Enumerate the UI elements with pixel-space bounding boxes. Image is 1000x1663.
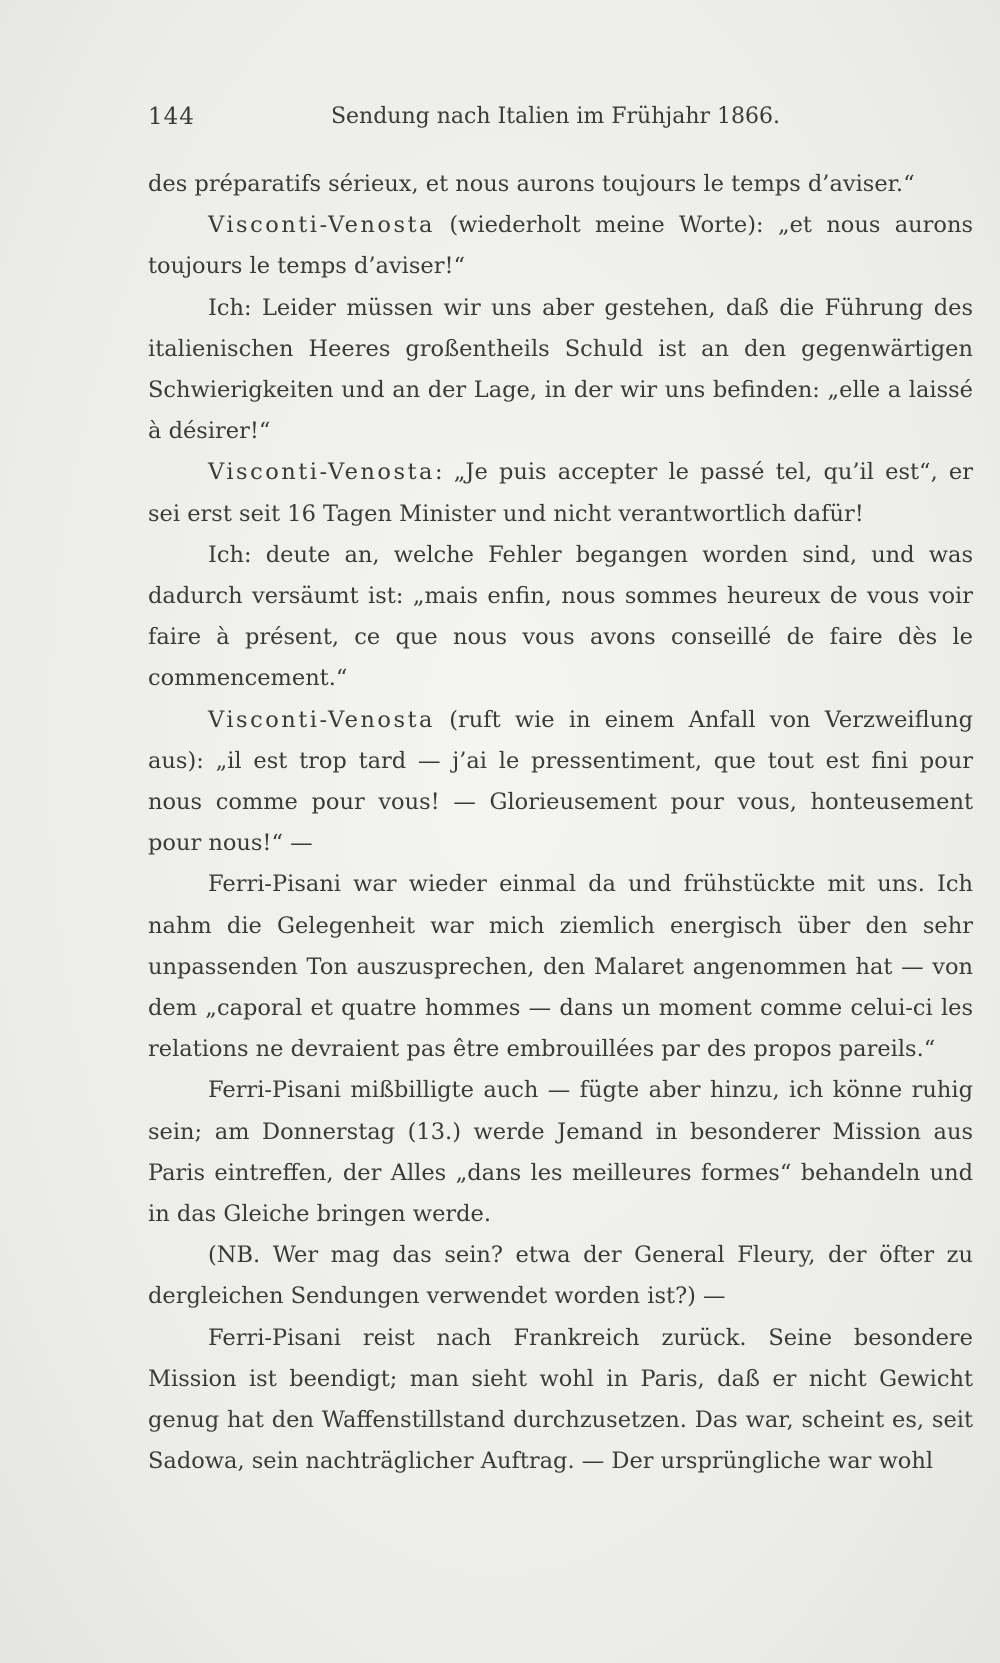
paragraph-text: (wiederholt meine Worte): „et nous aurons toujours le temps d’aviser!“ (148, 212, 973, 280)
paragraph-text: (NB. Wer mag das sein? etwa der General Fleury, der öfter zu dergleichen Sendungen verwendet worden ist?) — (148, 1242, 973, 1310)
paragraph (148, 164, 973, 205)
paragraph (148, 535, 973, 700)
speaker-name: Visconti-Venosta (208, 212, 435, 239)
page-number: 144 (148, 104, 195, 130)
body-text (148, 164, 973, 1483)
paragraph (148, 288, 973, 453)
paragraph (148, 700, 973, 865)
paragraph-text: Ich: deute an, welche Fehler begangen worden sind, und was dadurch versäumt ist: „mais enfin, nous sommes heureux de vous voir faire à présent, ce que nous vous avons conseillé de faire dès le commencement.“ (148, 541, 973, 692)
paragraph-text: des préparatifs sérieux, et nous aurons toujours le temps d’aviser.“ (148, 171, 915, 197)
speaker-name: Visconti-Venosta (208, 459, 435, 486)
paragraph (148, 205, 973, 287)
running-head (148, 104, 780, 140)
paragraph (148, 1235, 973, 1317)
paragraph-text: : „Je puis accepter le passé tel, qu’il est“, er sei erst seit 16 Tagen Minister und nicht verantwortlich dafür! (148, 459, 973, 527)
paragraph-text: Ferri-Pisani war wieder einmal da und frühstückte mit uns. Ich nahm die Gelegenheit war mich ziemlich energisch über den sehr unpassenden Ton auszusprechen, den Malaret angenommen hat — von dem „caporal et quatre hommes — dans un moment comme celui-ci les relations ne devraient pas être embrouillées par des propos pareils.“ (148, 871, 973, 1063)
speaker-name: Visconti-Venosta (208, 706, 435, 733)
paragraph (148, 1070, 973, 1235)
paragraph (148, 452, 973, 534)
paragraph-text: (ruft wie in einem Anfall von Verzweiflung aus): „il est trop tard — j’ai le pressentiment, que tout est fini pour nous comme pour vous! — Glorieusement pour vous, honteusement pour nous!“ — (148, 706, 973, 857)
paragraph (148, 1318, 973, 1483)
paragraph-text: Ferri-Pisani reist nach Frankreich zurück. Seine besondere Mission ist beendigt; man sieht wohl in Paris, daß er nicht Gewicht genug hat den Waffenstillstand durchzusetzen. Das war, scheint es, seit Sadowa, sein nachträglicher Auftrag. — Der ursprüngliche war wohl (148, 1324, 973, 1475)
running-head-title: Sendung nach Italien im Frühjahr 1866. (330, 104, 780, 129)
paragraph-text: Ferri-Pisani mißbilligte auch — fügte aber hinzu, ich könne ruhig sein; am Donnerstag (13.) werde Jemand in besonderer Mission aus Paris eintreffen, der Alles „dans les meilleures formes“ behandeln und in das Gleiche bringen werde. (148, 1077, 973, 1228)
paragraph (148, 864, 973, 1070)
paragraph-text: Ich: Leider müssen wir uns aber gestehen, daß die Führung des italienischen Heeres großentheils Schuld ist an den gegenwärtigen Schwierigkeiten und an der Lage, in der wir uns befinden: „elle a laissé à désirer!“ (148, 294, 973, 445)
